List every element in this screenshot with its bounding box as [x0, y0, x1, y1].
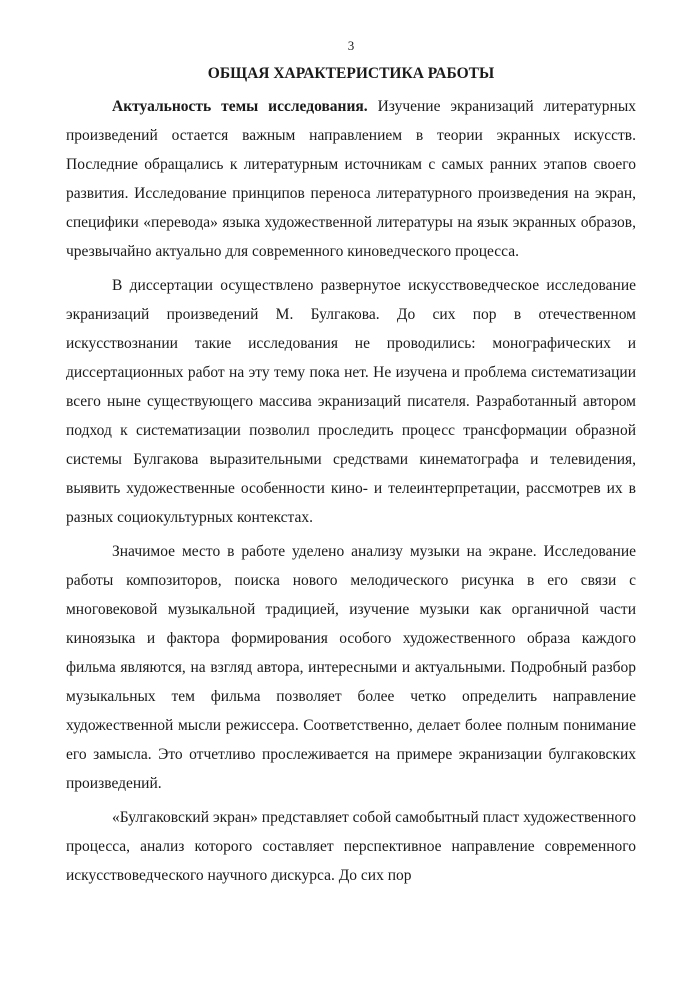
paragraph-bulgakov-screen: «Булгаковский экран» представляет собой самобытный пласт художественного процесса, анализ которого составляет перспективное направление современного искусствоведческого научного дискурса. До сих пор	[66, 809, 636, 884]
paragraph-music: Значимое место в работе уделено анализу музыки на экране. Исследование работы композиторов, поиска нового мелодического рисунка в его связи с многовековой музыкальной традицией, изучение музыки как органичной части киноязыка и фактора формирования особого художественного образа каждого фильма являются, на взгляд автора, интересными и актуальными. Подробный разбор музыкальных тем фильма позволяет более четко определить направление художественной мысли режиссера. Соответственно, делает более полным понимание его замысла. Это отчетливо прослеживается на примере экранизации булгаковских произведений.	[66, 543, 636, 792]
paragraph-relevance	[66, 92, 636, 266]
document-page	[66, 38, 636, 895]
paragraph-text: Изучение экранизаций литературных произведений остается важным направлением в теории экранных искусств. Последние обращались к литературным источникам с самых ранних этапов своего развития. Исследование принципов переноса литературного произведения на экран, специфики «перевода» языка художественной литературы на язык экранных образов, чрезвычайно актуально для современного киноведческого процесса.	[66, 98, 636, 260]
paragraph-lead: Актуальность темы исследования.	[112, 98, 368, 115]
section-heading: ОБЩАЯ ХАРАКТЕРИСТИКА РАБОТЫ	[207, 65, 495, 82]
paragraph-dissertation: В диссертации осуществлено развернутое искусствоведческое исследование экранизаций произведений М. Булгакова. До сих пор в отечественном искусствознании такие исследования не проводились: монографических и диссертационных работ на эту тему пока нет. Не изучена и проблема систематизации всего ныне существующего массива экранизаций писателя. Разработанный автором подход к систематизации позволил проследить процесс трансформации образной системы Булгакова выразительными средствами кинематографа и телевидения, выявить художественные особенности кино- и телеинтерпретации, рассмотрев их в разных социокультурных контекстах.	[66, 277, 636, 526]
page-number: 3	[347, 38, 355, 53]
